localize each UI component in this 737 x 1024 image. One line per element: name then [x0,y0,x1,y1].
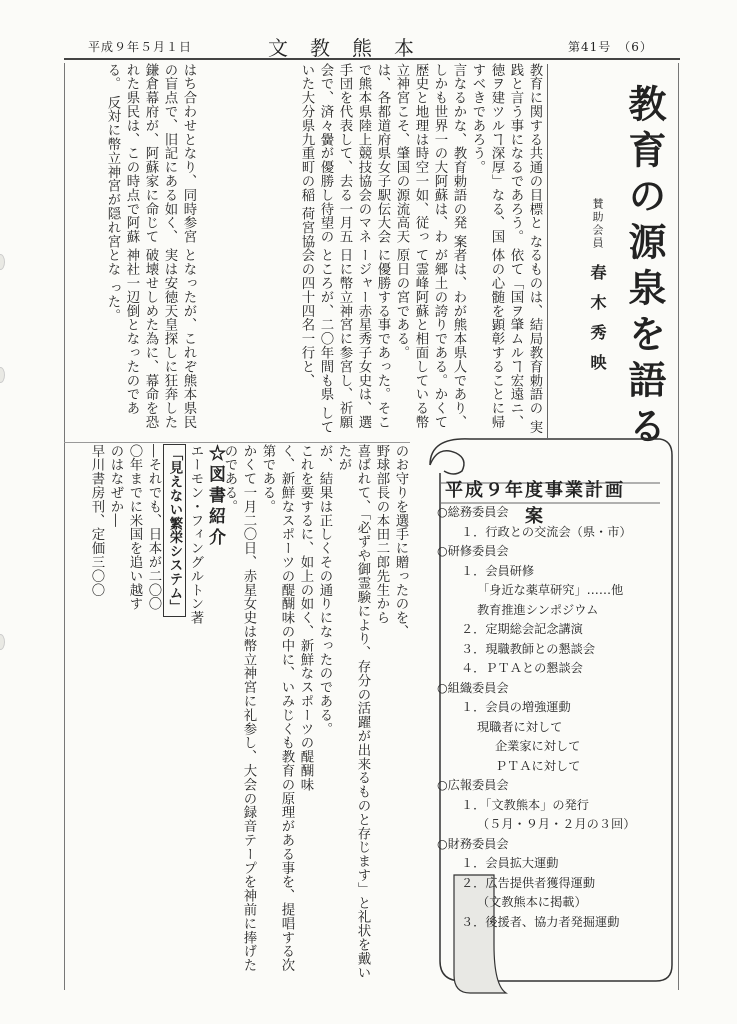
page-left-rule [64,63,65,990]
book-author: エーモン・フィングルトン著 [188,444,203,625]
text-column: 野球部長の本田二郎先生から [374,444,389,625]
plan-item: 教育推進シンポジウム [477,602,599,617]
plan-item: １．会員拡大運動 [461,856,559,870]
article-paragraph: はち合わせとなり、同時参宮 となったが、これぞ熊本県民 の盲点で、旧記にある如く、 実は安徳天皇探しに狂奔した 鎌倉幕府が、阿蘇家に命じて 破壊せしめた為に、幕命を恐 れた県民は、この時点で阿蘇 神社一辺倒となったのである。 反対に幣立神宮が隠れ宮とな った。 [105,63,196,430]
author-role: 賛助会員 [591,198,604,250]
plan-item: １．会員研修 [461,563,535,578]
plan-item: ２．広告提供者獲得運動 [461,875,596,890]
article-body-upper [200,63,544,439]
punch-hole [0,634,5,650]
plan-item: 「身近な薬草研究」……他 [477,583,624,597]
plan-committee: ○ 総務委員会 [437,503,677,523]
book-subtitle: ―それでも、日本が二〇〇 [146,444,161,611]
plan-item: ＰＴＡに対して [495,758,581,773]
plan-item: １．会員の増強運動 [461,700,571,714]
article-paragraph: は、各都道府県女子駅伝大会 に優勝する事であった。そこ で熊本県陸上競技協会のマネ ージャー赤星秀子女史は、選 手団を代表して、去る一月五 日に幣立神宮に参宮し、祈願 会で、済々黌が優勝し待望の ところが、二〇年間も県 していた大分県九重町の稲 荷宮協会の四十四名一行と、 [299,63,390,434]
book-subtitle-cont: 〇年までに米国を追い越す [127,444,142,611]
plan-committee: ○ 研修委員会 [437,542,677,562]
punch-hole [0,367,5,383]
plan-committee: ○ 財務委員会 [437,835,677,855]
text-column: く、新鮮なスポーツの醍醐味の中に、いみじくも教育の原理がある事を、提唱する次第である。 [260,444,294,973]
article-body-upper-left [70,63,198,439]
article-paragraph: 言なるかな、教育勅語の発 案者は、わが熊本県人であり、 しかも世界一の大阿蘇は、わ が郷土の誇りである。かくて 歴史と地理は時空一如、従っ て霊峰阿蘇と相面している幣 立神宮こそ、肇国の源流高天 原日の宮である。 [394,63,466,430]
text-column: が、結果は正しくその通りになったのである。 [317,444,332,736]
text-column: のお守りを選手に贈ったのを、 [393,444,408,639]
plan-item: （文教熊本に掲載） [477,895,587,909]
text-column: 喜ばれて、「必ずや御霊験により、存分の活躍が出来るものと存じます」と礼状を戴いたが [336,444,370,980]
header-rule [64,58,680,60]
plan-item: ４．ＰＴＡとの懇談会 [461,661,583,675]
plan-item: １．「文教熊本」の発行 [461,797,589,812]
section-divider [64,442,410,443]
book-section-heading: ☆図書紹介 [205,444,225,549]
book-subtitle-end: のはなぜか― [108,444,123,528]
plan-committee: ○ 組織委員会 [437,679,677,699]
plan-item: ３．現職教師との懇談会 [461,641,596,656]
plan-item: １．行政との交流会（県・市） [461,524,632,539]
article-paragraph: 教育に関する共通の目標と なるものは、結局教育勅語の 実践と言う事になるであろう。 依て「国ヲ肇ムルヿ宏遠ニ、 徳ヲ建ツルヿ深厚」なる、国 体の心髄を顕彰することに帰 すべきであろう。 [470,63,542,434]
article-body-lower [222,444,410,984]
plan-item: ３．後援者、協力者発掘運動 [461,914,620,929]
article-title: 教育の源泉を語る [622,84,666,452]
plan-list [437,503,677,932]
plan-item: 現職者に対して [477,719,563,734]
plan-item: （５月・９月・２月の３回） [477,817,636,831]
punch-hole [0,254,5,270]
plan-committee: ○ 広報委員会 [437,776,677,796]
text-column: これを要するに、如上の如く、新鮮なスポーツの醍醐味 [298,444,313,792]
book-title: 「見えない繁栄システム」 [163,444,186,617]
book-publisher: 早川書房刊、定価三〇〇 [89,444,104,597]
issue-page-number: 第41号 （6） [568,40,653,54]
plan-item: 企業家に対して [495,739,581,753]
plan-title: 平成９年度事業計画案 [445,480,625,527]
book-introduction [74,444,224,984]
author-name: 春木秀映 [588,264,607,385]
text-column: かくて一月二〇日、赤星女史は幣立神宮に礼参し、大会の録音テープを神前に捧げたのである。 [222,444,256,973]
header-date: 平成９年５月１日 [88,40,193,54]
newsletter-title: 文教熊本 [268,36,436,60]
article-byline [586,198,609,384]
plan-item: ２．定期総会記念講演 [461,622,583,636]
